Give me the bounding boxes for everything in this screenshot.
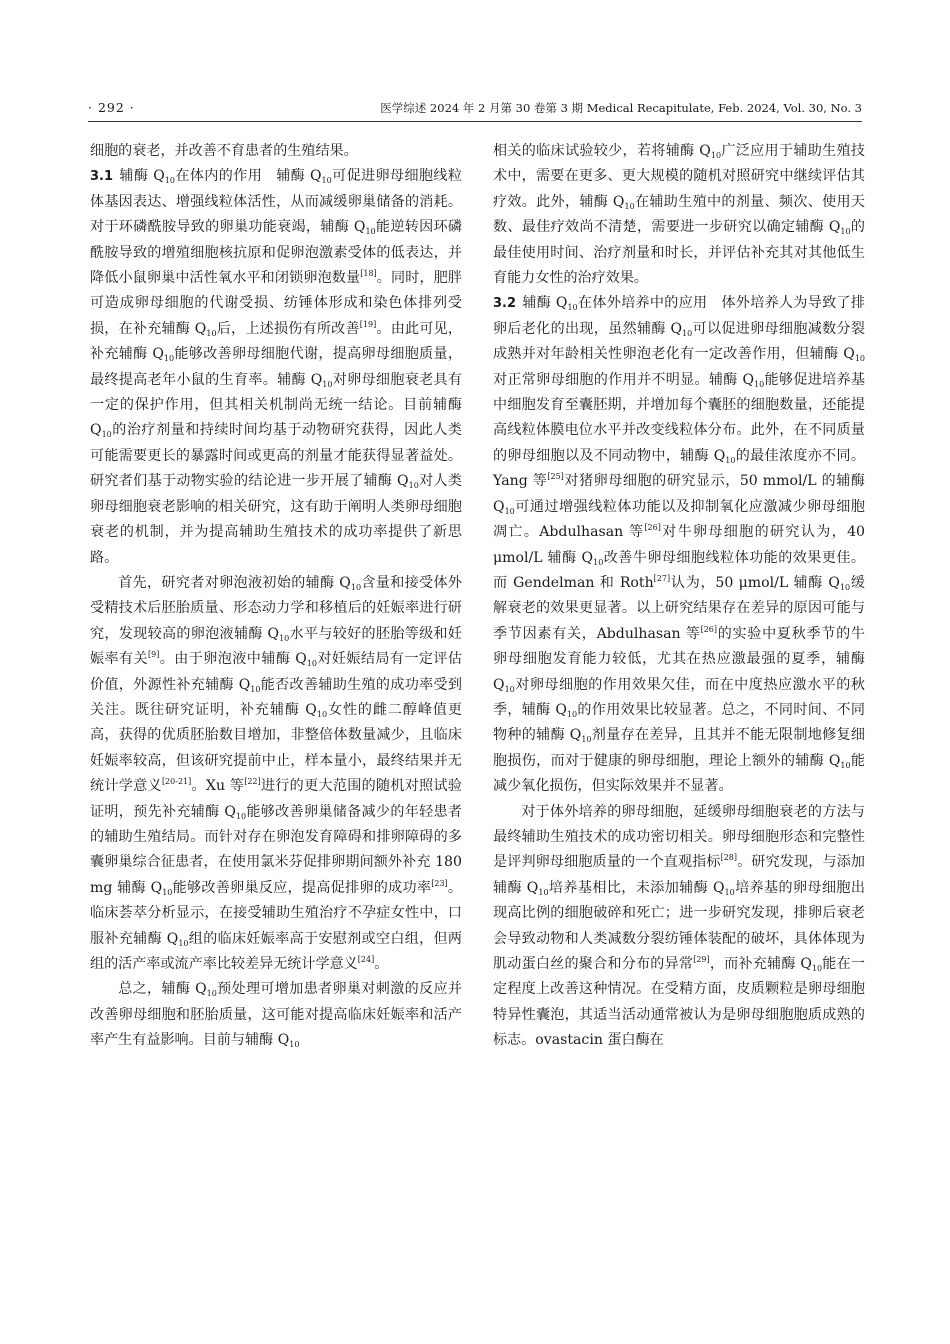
paragraph: 对于体外培养的卵母细胞，延缓卵母细胞衰老的方法与最终辅助生殖技术的成功密切相关。卵母细胞形态和完整性是评判卵母细胞质量的一个直观指标[28]。研究发现，与添加辅酶 $Q_{10}$培养基相比，未添加辅酶 $Q_{10}$培养基的卵母细胞出现高比例的细胞破碎和死亡；进一步研究发现，排卵后衰老会导致动物和人类减数分裂纺锤体装配的破坏，具体体现为肌动蛋白丝的聚合和分布的异常[29]，而补充辅酶 $Q_{10}$能在一定程度上改善这种情况。在受精方面，皮质颗粒是卵母细胞特异性囊泡，其适当活动通常被认为是卵母细胞胞质成熟的标志。ovastacin 蛋白酶在 [493, 803, 866, 1049]
section-number: 3.2 [493, 296, 517, 312]
running-header [88, 98, 862, 122]
section-title: 辅酶 $Q_{10}$在体内的作用 [119, 168, 263, 186]
page-number: · 292 · [88, 100, 135, 115]
section-3-2: 3.2 辅酶 $Q_{10}$在体外培养中的应用 体外培养人为导致了排卵后老化的出现，虽然辅酶 $Q_{10}$可以促进卵母细胞减数分裂成熟并对年龄相关性卵泡老化有一定改善作用，但辅酶 $Q_{10}$对正常卵母细胞的作用并不明显。辅酶 $Q_{10}$能够促进培养基中细胞发育至囊胚期，并增加每个囊胚的细胞数量，还能提高线粒体膜电位水平并改变线粒体分布。此外，在不同质量的卵母细胞以及不同动物中，辅酶 $Q_{10}$的最佳浓度亦不同。Yang 等[25]对猪卵母细胞的研究显示，50 mmol/L 的辅酶 $Q_{10}$可通过增强线粒体功能以及抑制氧化应激减少卵母细胞凋亡。Abdulhasan 等[26]对牛卵母细胞的研究认为，40 μmol/L 辅酶 $Q_{10}$改善牛卵母细胞线粒体功能的效果更佳。而 Gendelman 和 Roth[27]认为，50 μmol/L 辅酶 $Q_{10}$缓解衰老的效果更显著。以上研究结果存在差异的原因可能与季节因素有关，Abdulhasan 等[26]的实验中夏秋季节的牛卵母细胞发育能力较低，尤其在热应激最强的夏季，辅酶 $Q_{10}$对卵母细胞的作用效果欠佳，而在中度热应激水平的秋季，辅酶 $Q_{10}$的作用效果比较显著。总之，不同时间、不同物种的辅酶 $Q_{10}$剂量存在差异，且其并不能无限制地修复细胞损伤，而对于健康的卵母细胞，理论上额外的辅酶 $Q_{10}$能减少氧化损伤，但实际效果并不显著。 [493, 295, 866, 795]
citation: [28] [720, 853, 737, 863]
citation: [25] [547, 472, 564, 482]
paragraph: 相关的临床试验较少，若将辅酶 $Q_{10}$广泛应用于辅助生殖技术中，需要在更多、更大规模的随机对照研究中继续评估其疗效。此外，辅酶 $Q_{10}$在辅助生殖中的剂量、频次、使用天数、最佳疗效尚不清楚，需要进一步研究以确定辅酶 $Q_{10}$的最佳使用时间、治疗剂量和时长，并评估补充其对其他低生育能力女性的治疗效果。 [493, 143, 865, 287]
citation: [20-21] [161, 777, 192, 787]
citation: [27] [653, 573, 671, 583]
citation: [24] [357, 955, 375, 964]
paragraph [90, 139, 462, 164]
section-title: 辅酶 $Q_{10}$在体外培养中的应用 [522, 295, 708, 313]
text: 细胞的衰老，并改善不育患者的生殖结果。 [90, 143, 358, 159]
citation: [29] [693, 955, 710, 964]
paragraph: 首先，研究者对卵泡液初始的辅酶 $Q_{10}$含量和接受体外受精技术后胚胎质量、形态动力学和移植后的妊娠率进行研究，发现较高的卵泡液辅酶 $Q_{10}$水平与较好的胚胎等级和妊娠率有关[9]。由于卵泡液中辅酶 $Q_{10}$对妊娠结局有一定评估价值，外源性补充辅酶 $Q_{10}$能否改善辅助生殖的成功率受到关注。既往研究证明，补充辅酶 $Q_{10}$女性的雌二醇峰值更高，获得的优质胚胎数目增加，非整倍体数量减少，且临床妊娠率较高，但该研究提前中止，样本量小，最终结果并无统计学意义[20-21]。Xu 等[22]进行的更大范围的随机对照试验证明，预先补充辅酶 $Q_{10}$能够改善卵巢储备减少的年轻患者的辅助生殖结局。而针对存在卵泡发育障碍和排卵障碍的多囊卵巢综合征患者，在使用氯米芬促排卵期间额外补充 180 mg 辅酶 $Q_{10}$能够改善卵巢反应，提高促排卵的成功率[23]。临床荟萃分析显示，在接受辅助生殖治疗不孕症女性中，口服补充辅酶 $Q_{10}$组的临床妊娠率高于安慰剂或空白组，但两组的活产率或流产率比较差异无统计学意义[24]。 [90, 574, 463, 972]
right-column [493, 139, 865, 1054]
left-column [90, 139, 462, 1054]
journal-citation: 医学综述 2024 年 2 月第 30 卷第 3 期 Medical Recapitulate, Feb. 2024, Vol. 30, No. 3 [380, 101, 862, 115]
citation: [26] [644, 523, 661, 533]
section-3-1: 3.1 辅酶 $Q_{10}$在体内的作用 辅酶 $Q_{10}$可促进卵母细胞线粒体基因表达、增强线粒体活性，从而减缓卵巢储备的消耗。对于环磷酰胺导致的卵巢功能衰竭，辅酶 $Q_{10}$能逆转因环磷酰胺导致的增殖细胞核抗原和促卵泡激素受体的低表达，并降低小鼠卵巢中活性氧水平和闭锁卵泡数量[18]。同时，肥胖可造成卵母细胞的代谢受损、纺锤体形成和染色体排列受损，在补充辅酶 $Q_{10}$后，上述损伤有所改善[19]。由此可见，补充辅酶 $Q_{10}$能够改善卵母细胞代谢，提高卵母细胞质量，最终提高老年小鼠的生育率。辅酶 $Q_{10}$对卵母细胞衰老具有一定的保护作用，但其相关机制尚无统一结论。目前辅酶 $Q_{10}$的治疗剂量和持续时间均基于动物研究获得，因此人类可能需要更长的暴露时间或更高的剂量才能获得显著益处。研究者们基于动物实验的结论进一步开展了辅酶 $Q_{10}$对人类卵母细胞衰老影响的相关研究，这有助于阐明人类卵母细胞衰老的机制，并为提高辅助生殖技术的成功率提供了新思路。 [90, 168, 463, 566]
citation: [23] [431, 878, 448, 888]
citation: [22] [244, 777, 261, 787]
citation: [19] [359, 319, 377, 329]
citation: [18] [360, 269, 377, 279]
citation: [26] [700, 624, 717, 634]
section-number: 3.1 [90, 169, 114, 185]
citation: [9] [148, 650, 160, 660]
paragraph: 总之，辅酶 $Q_{10}$预处理可增加患者卵巢对刺激的反应并改善卵母细胞和胚胎质量，这可能对提高临床妊娠率和活产率产生有益影响。目前与辅酶 $Q_{10}$ [90, 981, 462, 1050]
header-rule [88, 121, 862, 122]
